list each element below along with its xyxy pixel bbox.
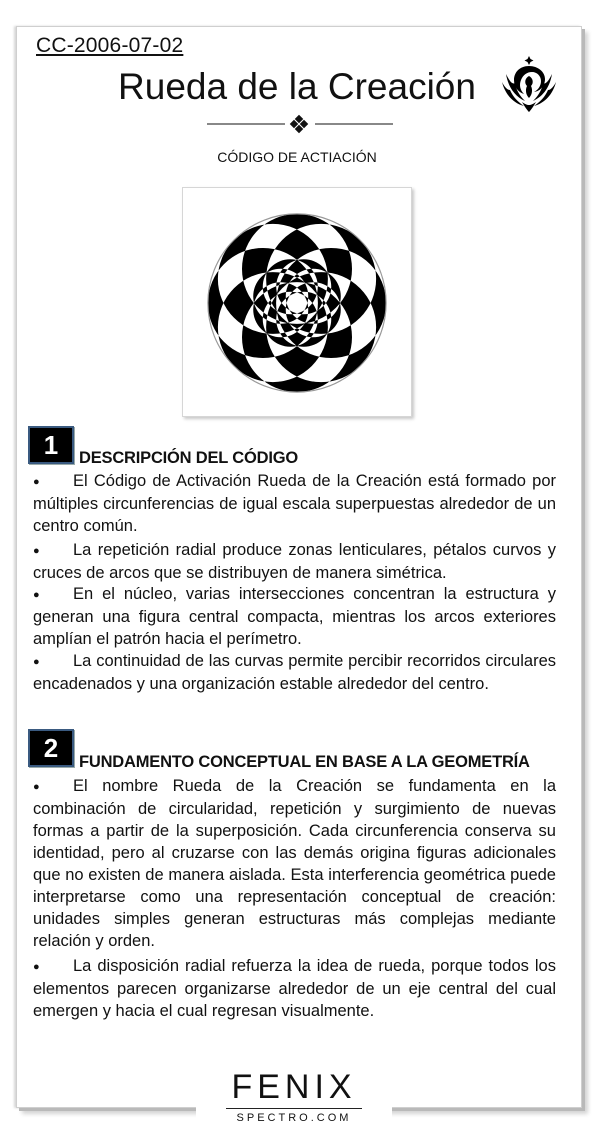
section-2-paragraph-1: ● El nombre Rueda de la Creación se fundamenta en la combinación de circularidad, repetición y surgimiento de nuevas formas a partir de la superposición. Cada circunferencia conserva su identidad, pero al cruzarse con las demás origina figuras adicionales que no existen de manera aislada. Esta interferencia geométrica puede interpretarse como una representación conceptual de creación: unidades simples generan estructuras más complejas mediante relación y orden. (33, 777, 556, 950)
overlapping-circles-wheel-icon (183, 188, 411, 416)
bullet-icon: ● (33, 656, 40, 668)
brand-footer (196, 1062, 392, 1134)
section-1-paragraph-3: ● En el núcleo, varias intersecciones concentran la estructura y generan una figura central compacta, mientras los arcos exteriores amplían el patrón hacia el perímetro. (33, 585, 556, 648)
brand-name: FENIX (231, 1068, 357, 1106)
bullet-icon: ● (33, 476, 40, 488)
brand-site: SPECTRO.COM (236, 1112, 352, 1124)
section-1-paragraph-4: ● La continuidad de las curvas permite percibir recorridos circulares encadenados y una organización estable alrededor del centro. (33, 652, 556, 693)
section-title-1: DESCRIPCIÓN DEL CÓDIGO (79, 449, 298, 467)
section-2-paragraph-2: ● La disposición radial refuerza la idea de rueda, porque todos los elementos parecen organizarse alrededor de un eje central del cual emergen y hacia el cual regresan visualmente. (33, 957, 556, 1020)
page-title: Rueda de la Creación (118, 66, 476, 107)
bullet-icon: ● (33, 961, 40, 973)
section-1-paragraph-2: ● La repetición radial produce zonas lenticulares, pétalos curvos y cruces de arcos que se distribuyen de manera simétrica. (33, 541, 556, 582)
section-1-paragraph-1: ● El Código de Activación Rueda de la Creación está formado por múltiples circunferencias de igual escala superpuestas alrededor de un centro común. (33, 472, 556, 535)
wheel-circles (208, 214, 386, 392)
brand-divider (226, 1108, 362, 1109)
document-code: CC-2006-07-02 (36, 34, 184, 57)
bullet-icon: ● (33, 589, 40, 601)
phoenix-emblem-icon (498, 52, 560, 114)
wheel-pattern (208, 214, 386, 392)
title-divider-ornament (207, 114, 393, 134)
section-number-1: 1 (28, 426, 74, 464)
bullet-icon: ● (33, 545, 40, 557)
bullet-icon: ● (33, 781, 40, 793)
section-title-2: FUNDAMENTO CONCEPTUAL EN BASE A LA GEOMETRÍA (79, 753, 530, 771)
page-subtitle: CÓDIGO DE ACTIACIÓN (217, 149, 377, 165)
section-number-2: 2 (28, 729, 74, 767)
figure-frame (182, 187, 412, 417)
